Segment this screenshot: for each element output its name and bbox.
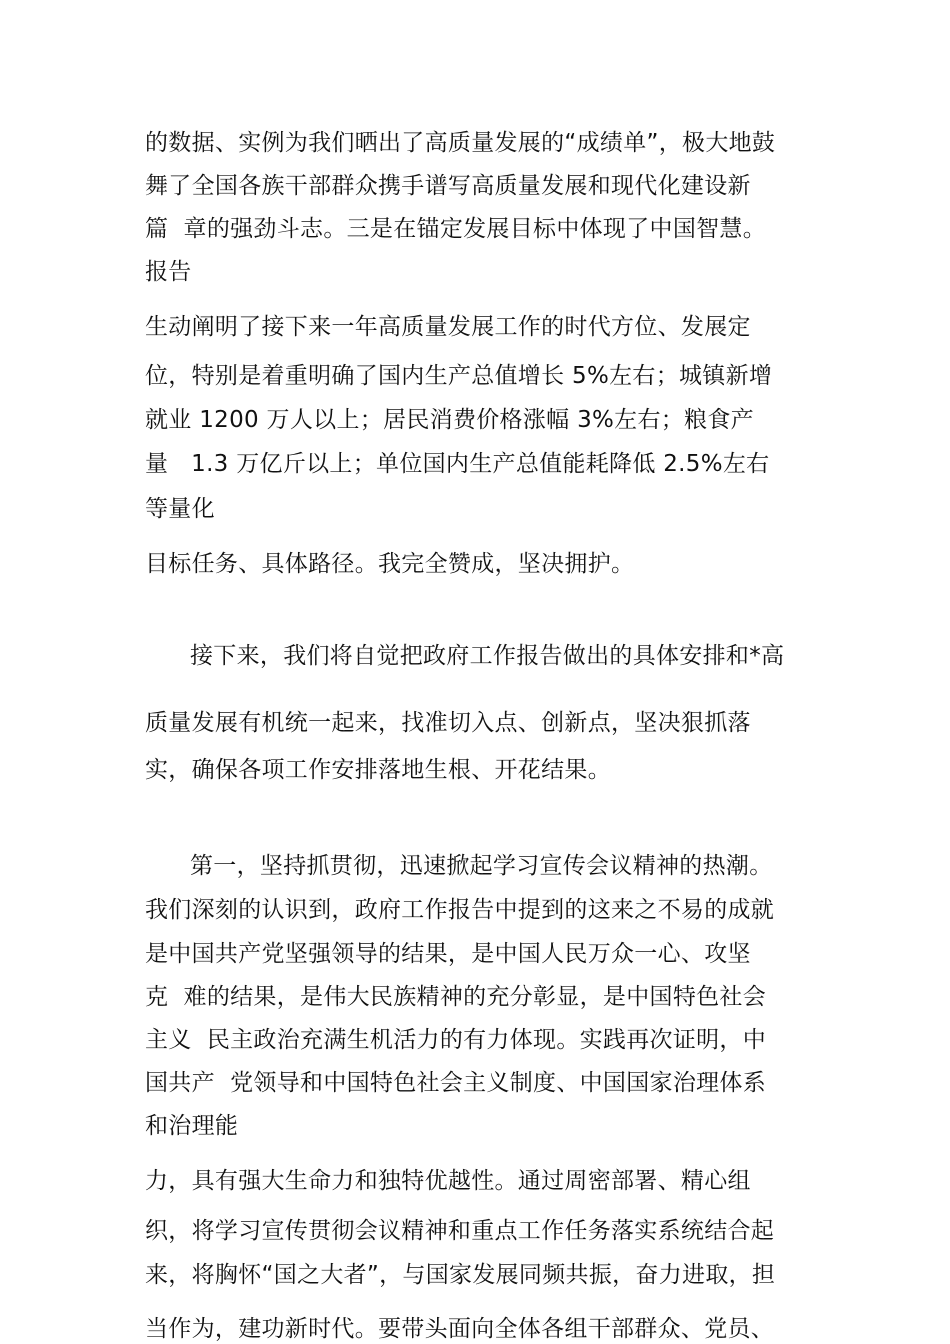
- text-line: 生动阐明了接下来一年高质量发展工作的时代方位、发展定: [145, 314, 751, 340]
- text-line: 量 1.3 万亿斤以上；单位国内生产总值能耗降低 2.5%左右: [145, 451, 770, 477]
- text-line: 我们深刻的认识到，政府工作报告中提到的这来之不易的成就: [145, 897, 775, 923]
- text-line: 克 难的结果，是伟大民族精神的充分彰显，是中国特色社会: [145, 984, 767, 1010]
- text-line: 质量发展有机统一起来，找准切入点、创新点，坚决狠抓落: [145, 710, 751, 736]
- text-line: 是中国共产党坚强领导的结果，是中国人民万众一心、攻坚: [145, 941, 751, 967]
- text-line: 实，确保各项工作安排落地生根、开花结果。: [145, 757, 611, 783]
- text-line: 目标任务、具体路径。我完全赞成，坚决拥护。: [145, 551, 635, 577]
- text-line: 就业 1200 万人以上；居民消费价格涨幅 3%左右；粮食产: [145, 407, 754, 433]
- text-line: 舞了全国各族干部群众携手谱写高质量发展和现代化建设新: [145, 173, 751, 199]
- text-line: 报告: [145, 259, 192, 285]
- text-line: 篇 章的强劲斗志。三是在锚定发展目标中体现了中国智慧。: [145, 216, 767, 242]
- text-line: 等量化: [145, 496, 215, 522]
- paragraph-first-line: 接下来，我们将自觉把政府工作报告做出的具体安排和*高: [190, 643, 785, 669]
- text-line: 来，将胸怀“国之大者”，与国家发展同频共振，奋力进取，担: [145, 1262, 776, 1288]
- paragraph-first-line: 第一，坚持抓贯彻，迅速掀起学习宣传会议精神的热潮。: [190, 853, 773, 879]
- text-line: 织，将学习宣传贯彻会议精神和重点工作任务落实系统结合起: [145, 1218, 775, 1244]
- text-line: 主义 民主政治充满生机活力的有力体现。实践再次证明，中: [145, 1027, 767, 1053]
- text-line: 国共产 党领导和中国特色社会主义制度、中国国家治理体系: [145, 1070, 767, 1096]
- text-line: 位，特别是着重明确了国内生产总值增长 5%左右；城镇新增: [145, 363, 773, 389]
- text-line: 和治理能: [145, 1113, 239, 1139]
- text-line: 的数据、实例为我们晒出了高质量发展的“成绩单”，极大地鼓: [145, 130, 776, 156]
- text-line: 力，具有强大生命力和独特优越性。通过周密部署、精心组: [145, 1168, 751, 1194]
- text-line: 当作为，建功新时代。要带头面向全体各组干部群众、党员、: [145, 1316, 775, 1342]
